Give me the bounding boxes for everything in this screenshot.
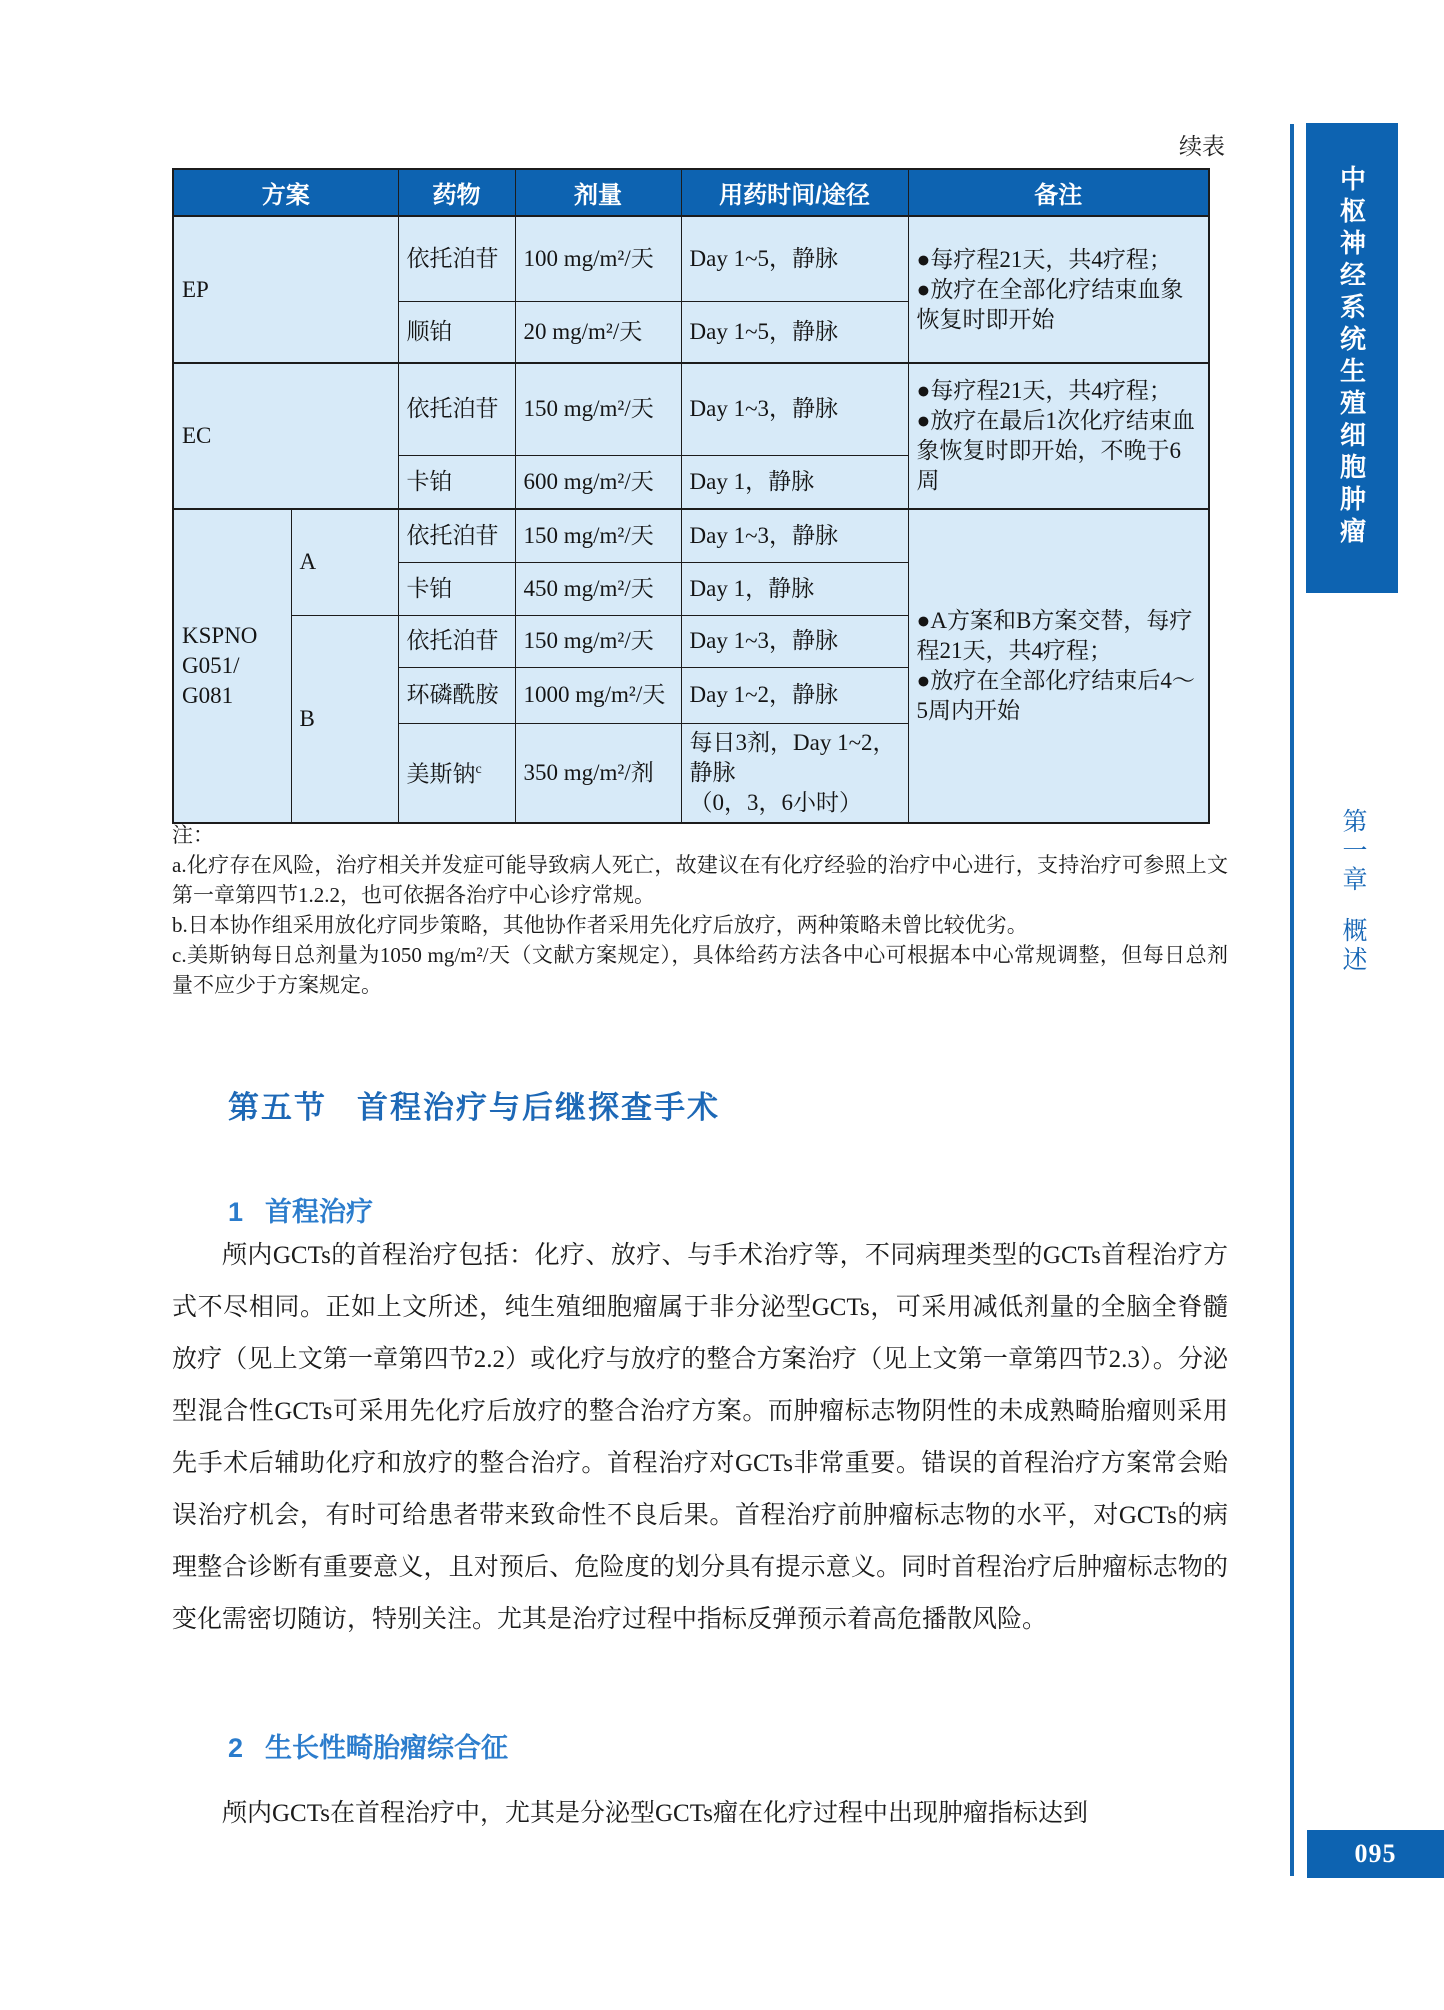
subsection-number: 2 [228,1733,244,1763]
remark-bullet: ●每疗程21天，共4疗程； [916,378,1172,403]
section-heading [228,1082,720,1127]
column-header-drug: 药物 [398,169,515,216]
dose-cell: 150 mg/m²/天 [515,363,681,455]
time-cell: Day 1~2，静脉 [681,667,908,723]
chapter-title: 概述 [1339,917,1366,975]
time-cell [681,723,908,823]
dose-cell: 100 mg/m²/天 [515,216,681,301]
column-header-remarks: 备注 [908,169,1209,216]
sub-scheme-a: A [291,509,398,615]
continued-table-label: 续表 [1179,134,1225,159]
time-cell: Day 1~3，静脉 [681,509,908,562]
time-cell: Day 1~3，静脉 [681,615,908,667]
drug-name: 美斯钠 [406,761,476,787]
time-cell: Day 1，静脉 [681,455,908,509]
remark-bullet: ●放疗在全部化疗结束后4～5周内开始 [916,667,1195,723]
page-number-badge: 095 [1307,1830,1444,1878]
dose-cell: 20 mg/m²/天 [515,301,681,363]
column-header-scheme: 方案 [173,169,398,216]
table-header-row [173,169,1209,216]
treatment-regimen-table-wrap [172,168,1210,824]
section-number: 第五节 [228,1090,327,1125]
remark-bullet: ●放疗在全部化疗结束血象恢复时即开始 [916,276,1184,332]
sidebar-title-box [1306,123,1398,593]
scheme-line: KSPNO [182,622,258,648]
time-cell: Day 1，静脉 [681,562,908,615]
time-line: 静脉 [689,759,736,785]
subsection-title-text: 首程治疗 [265,1197,374,1227]
dose-cell: 600 mg/m²/天 [515,455,681,509]
remark-bullet: ●A方案和B方案交替，每疗程21天，共4疗程； [916,607,1193,663]
scheme-ep: EP [173,216,398,363]
footnote-item: a.化疗存在风险，治疗相关并发症可能导致病人死亡，故建议在有化疗经验的治疗中心进行，支持治疗可参照上文第一章第四节1.2.2，也可依据各治疗中心诊疗常规。 [172,853,1228,907]
scheme-ec: EC [173,363,398,509]
drug-cell [398,723,515,823]
subsection-number: 1 [228,1197,244,1227]
remarks-ec [908,363,1209,509]
treatment-regimen-table [172,168,1210,824]
sidebar-rule [1290,124,1294,1876]
remarks-ep [908,216,1209,363]
time-line: （0，3，6小时） [689,789,862,815]
dose-cell: 1000 mg/m²/天 [515,667,681,723]
dose-cell: 150 mg/m²/天 [515,509,681,562]
scheme-line: G081 [182,682,234,708]
scheme-line: G051/ [182,652,240,678]
footnote-title: 注： [172,823,214,847]
remark-bullet: ●放疗在最后1次化疗结束血象恢复时即开始，不晚于6周 [916,408,1195,493]
drug-cell: 顺铂 [398,301,515,363]
dose-cell: 350 mg/m²/剂 [515,723,681,823]
table-row [173,363,1209,455]
sidebar-book-title: 中枢神经系统生殖细胞肿瘤 [1336,165,1367,549]
sub-scheme-b: B [291,615,398,823]
table-row [173,509,1209,562]
drug-cell: 依托泊苷 [398,615,515,667]
sidebar-chapter [1306,808,1398,975]
time-cell: Day 1~5，静脉 [681,216,908,301]
table-footnotes [172,820,1228,1000]
time-line: 每日3剂，Day 1~2， [689,729,896,755]
scheme-kspno [173,509,291,823]
dose-cell: 450 mg/m²/天 [515,562,681,615]
drug-cell: 卡铂 [398,562,515,615]
footnote-item: c.美斯钠每日总剂量为1050 mg/m²/天（文献方案规定），具体给药方法各中心可根据本中心常规调整，但每日总剂量不应少于方案规定。 [172,943,1228,997]
column-header-time-route: 用药时间/途径 [681,169,908,216]
time-cell: Day 1~5，静脉 [681,301,908,363]
subsection-heading-2 [228,1726,508,1765]
sidebar-chapter-text [1334,808,1370,975]
footnote-item: b.日本协作组采用放化疗同步策略，其他协作者采用先化疗后放疗，两种策略未曾比较优劣。 [172,913,1028,937]
subsection-title-text: 生长性畸胎瘤综合征 [265,1733,509,1763]
section-title-text: 首程治疗与后继探查手术 [357,1090,720,1125]
subsection-heading-1 [228,1190,373,1229]
time-cell: Day 1~3，静脉 [681,363,908,455]
column-header-dose: 剂量 [515,169,681,216]
drug-cell: 卡铂 [398,455,515,509]
dose-cell: 150 mg/m²/天 [515,615,681,667]
chapter-label: 第一章 [1339,808,1366,895]
remarks-kspno [908,509,1209,823]
body-paragraph-2: 颅内GCTs在首程治疗中，尤其是分泌型GCTs瘤在化疗过程中出现肿瘤指标达到 [222,1800,1088,1827]
body-paragraph-1: 颅内GCTs的首程治疗包括：化疗、放疗、与手术治疗等，不同病理类型的GCTs首程治疗方式不尽相同。正如上文所述，纯生殖细胞瘤属于非分泌型GCTs，可采用减低剂量的全脑全脊髓放疗（见上文第一章第四节2.2）或化疗与放疗的整合方案治疗（见上文第一章第四节2.3）。分泌型混合性GCTs可采用先化疗后放疗的整合治疗方案。而肿瘤标志物阴性的未成熟畸胎瘤则采用先手术后辅助化疗和放疗的整合治疗。首程治疗对GCTs非常重要。错误的首程治疗方案常会贻误治疗机会，有时可给患者带来致命性不良后果。首程治疗前肿瘤标志物的水平，对GCTs的病理整合诊断有重要意义，且对预后、危险度的划分具有提示意义。同时首程治疗后肿瘤标志物的变化需密切随访，特别关注。尤其是治疗过程中指标反弹预示着高危播散风险。 [172,1242,1228,1633]
table-row [173,216,1209,301]
drug-cell: 依托泊苷 [398,216,515,301]
drug-cell: 依托泊苷 [398,363,515,455]
remark-bullet: ●每疗程21天，共4疗程； [916,246,1172,272]
drug-cell: 环磷酰胺 [398,667,515,723]
drug-footnote-marker: c [475,762,482,778]
drug-cell: 依托泊苷 [398,509,515,562]
